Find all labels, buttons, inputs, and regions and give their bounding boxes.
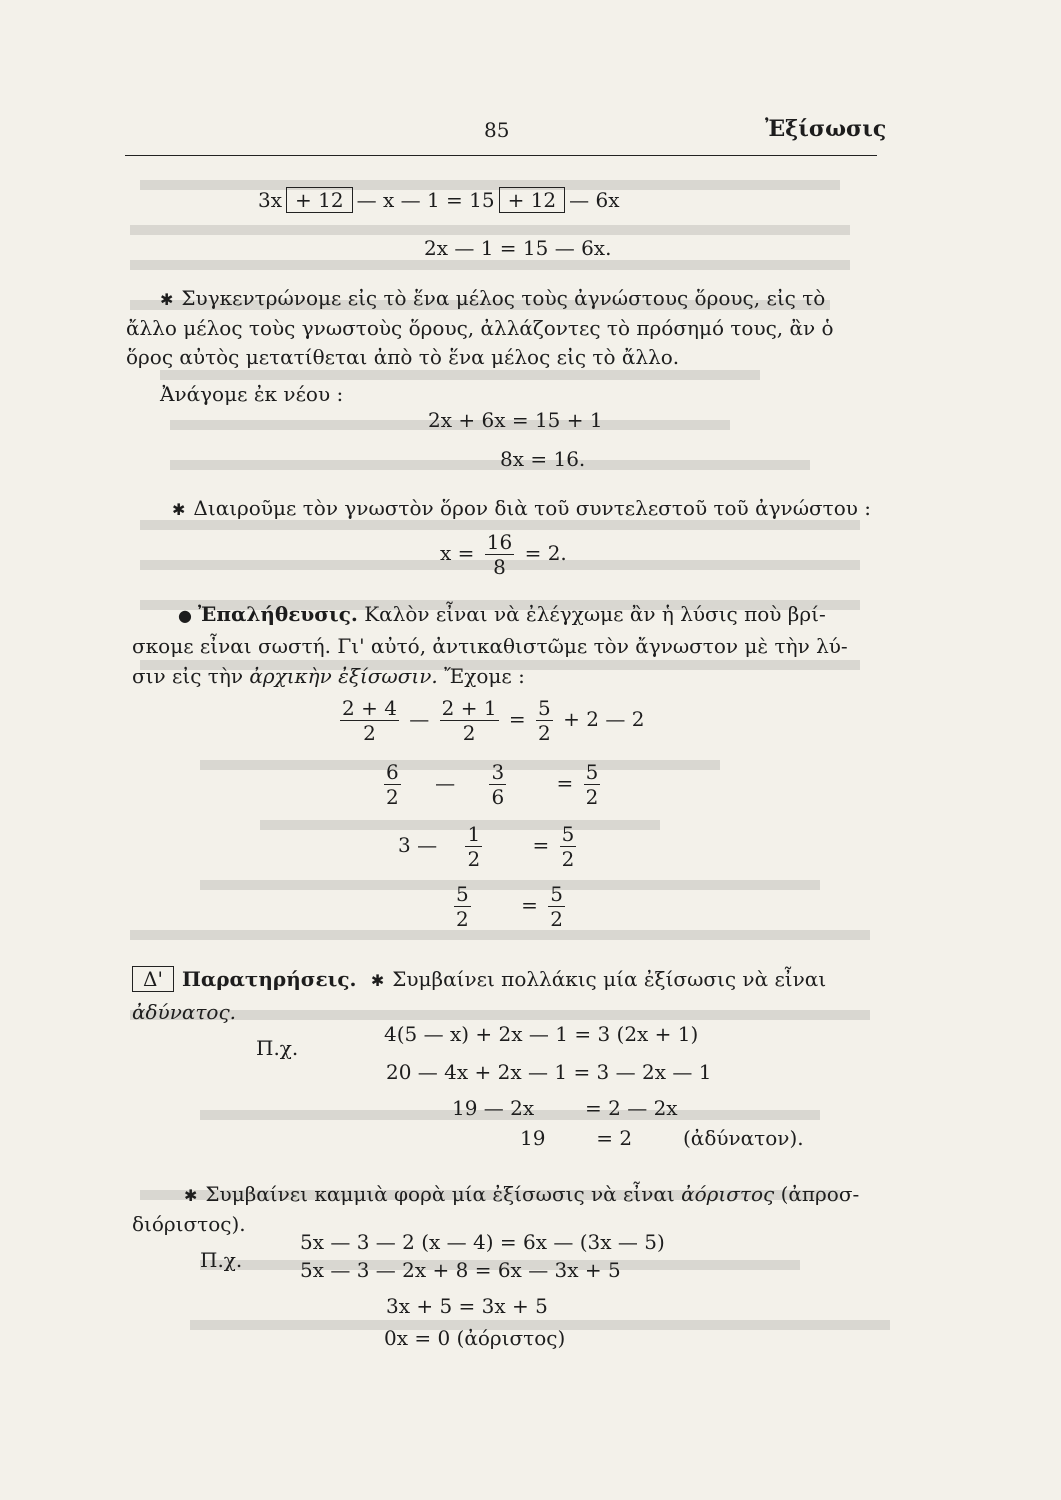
- bullet-icon: ●: [178, 606, 192, 625]
- fraction: $\frac{6}{2}$: [386, 760, 399, 809]
- equation-line-4: 8x = 16.: [500, 447, 586, 471]
- example-1-label: Π.χ.: [256, 1036, 299, 1060]
- star-icon: ✱: [184, 1186, 198, 1205]
- star-icon: ✱: [172, 500, 186, 519]
- fraction: $\frac{16}{8}$: [486, 530, 513, 579]
- paragraph-collect-line-3: ὅρος αὐτὸς μετατίθεται ἀπὸ τὸ ἕνα μέλος εἰς τὸ ἄλλο.: [126, 345, 680, 369]
- example-2-row-4: 0x = 0 (ἀόριστος): [384, 1326, 566, 1350]
- fraction: $\frac{2 + 1}{2}$: [441, 696, 497, 745]
- verify-line-1: ● Ἐπαλήθευσις. Καλὸν εἶναι νὰ ἐλέγχωμε ἂν ἡ λύσις ποὺ βρί-: [178, 602, 826, 626]
- check-row-1: $\frac{2 + 4}{2}$ — $\frac{2 + 1}{2}$ = $\frac{5}{2}$ + 2 — 2: [342, 696, 645, 745]
- check-row-3: 3 — $\frac{1}{2}$ = $\frac{5}{2}$: [398, 822, 575, 871]
- verify-line-2: σκομε εἶναι σωστή. Γι' αὐτό, ἀντικαθιστῶμε τὸν ἄγνωστον μὲ τὴν λύ-: [132, 634, 848, 658]
- example-2-label: Π.χ.: [200, 1248, 243, 1272]
- example-1-row-4: 19 = 2 (ἀδύνατον).: [520, 1126, 804, 1150]
- fraction: $\frac{5}{2}$: [585, 760, 599, 809]
- paragraph-divide: ✱ Διαιροῦμε τὸν γνωστὸν ὅρον διὰ τοῦ συντελεστοῦ τοῦ ἀγνώστου :: [172, 496, 872, 520]
- boxed-term: + 12: [499, 187, 566, 213]
- anagome-label: Ἀνάγομε ἐκ νέου :: [160, 382, 344, 406]
- equation-solution: x = $\frac{16}{8}$ = 2.: [440, 530, 567, 579]
- boxed-term: + 12: [286, 187, 353, 213]
- equation-line-3: 2x + 6x = 15 + 1: [428, 408, 603, 432]
- verify-label: Ἐπαλήθευσις.: [197, 602, 358, 626]
- section-title: Παρατηρήσεις.: [181, 967, 357, 991]
- running-title: Ἐξίσωσις: [765, 116, 887, 142]
- fraction: $\frac{5}{2}$: [538, 696, 551, 745]
- paragraph-collect-line-1: ✱ Συγκεντρώνομε εἰς τὸ ἕνα μέλος τοὺς ἀγνώστους ὅρους, εἰς τὸ: [160, 286, 826, 310]
- example-2-row-2: 5x — 3 — 2x + 8 = 6x — 3x + 5: [300, 1258, 621, 1282]
- verify-line-3: σιν εἰς τὴν ἀρχικὴν ἐξίσωσιν. Ἔχομε :: [132, 664, 525, 688]
- fraction: $\frac{3}{6}$: [491, 760, 505, 809]
- example-1-row-3: 19 — 2x = 2 — 2x: [452, 1096, 678, 1120]
- section-heading-line: Δ' Παρατηρήσεις. ✱ Συμβαίνει πολλάκις μία ἐξίσωσις νὰ εἶναι: [132, 966, 826, 992]
- star-icon: ✱: [370, 971, 385, 990]
- example-2-row-1: 5x — 3 — 2 (x — 4) = 6x — (3x — 5): [300, 1230, 665, 1254]
- check-row-4: $\frac{5}{2}$ = $\frac{5}{2}$: [456, 882, 563, 931]
- equation-line-1: 3x + 12 — x — 1 = 15 + 12 — 6x: [258, 188, 620, 212]
- section-number-box: Δ': [132, 966, 174, 992]
- fraction: $\frac{2 + 4}{2}$: [342, 696, 397, 745]
- star-icon: ✱: [160, 290, 174, 309]
- check-row-2: $\frac{6}{2}$ — $\frac{3}{6}$ = $\frac{5}{2}$: [386, 760, 599, 809]
- paragraph-indeterminate-line-1: ✱ Συμβαίνει καμμιὰ φορὰ μία ἐξίσωσις νὰ εἶναι ἀόριστος (ἀπροσ-: [184, 1182, 860, 1206]
- page-number: 85: [484, 118, 510, 142]
- paragraph-collect-line-2: ἄλλο μέλος τοὺς γνωστοὺς ὅρους, ἀλλάζοντες τὸ πρόσημό τους, ἂν ὁ: [126, 316, 834, 340]
- example-2-row-3: 3x + 5 = 3x + 5: [386, 1294, 548, 1318]
- fraction: $\frac{5}{2}$: [561, 822, 575, 871]
- example-1-row-2: 20 — 4x + 2x — 1 = 3 — 2x — 1: [386, 1060, 712, 1084]
- header-rule: [125, 155, 877, 156]
- paragraph-indeterminate-line-2: διόριστος).: [132, 1212, 246, 1236]
- fraction: $\frac{5}{2}$: [456, 882, 469, 931]
- example-1-row-1: 4(5 — x) + 2x — 1 = 3 (2x + 1): [384, 1022, 699, 1046]
- fraction: $\frac{5}{2}$: [550, 882, 563, 931]
- section-line-2: ἀδύνατος.: [132, 1000, 237, 1024]
- fraction: $\frac{1}{2}$: [467, 822, 481, 871]
- equation-line-2: 2x — 1 = 15 — 6x.: [424, 236, 612, 260]
